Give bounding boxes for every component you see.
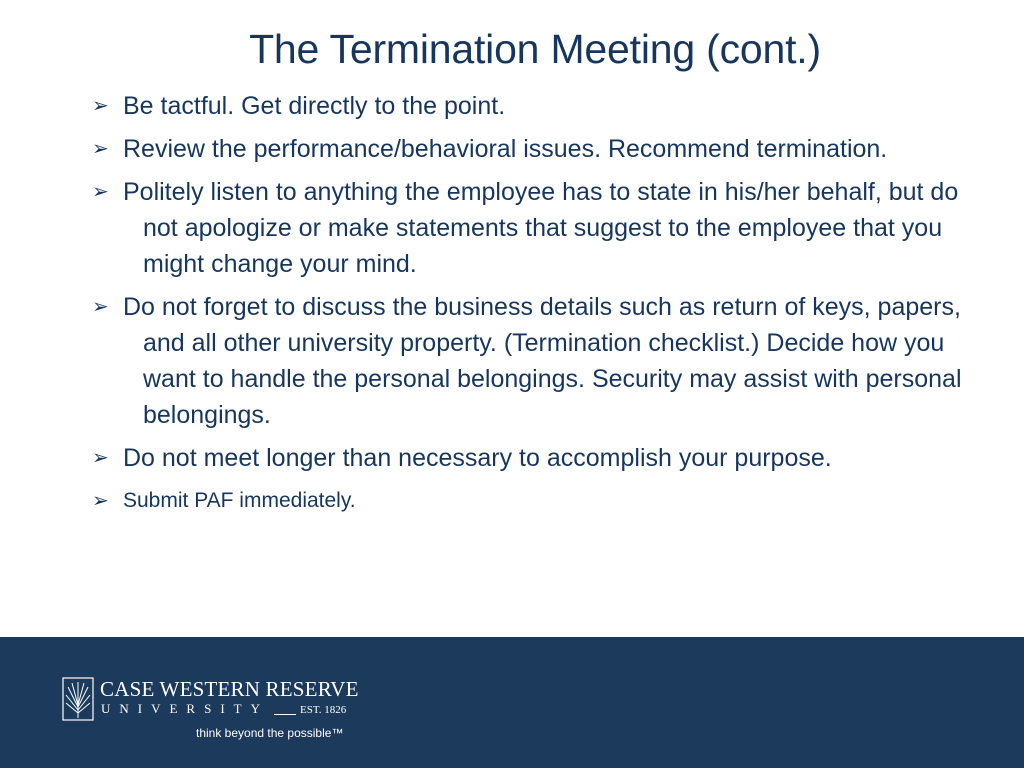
slide-title: The Termination Meeting (cont.) — [249, 26, 821, 72]
bullet-text: Do not forget to discuss the business details such as return of keys, papers, and all other university property. (Termination checklist.) Decide how you want to handle the personal belongings. Security may assist with personal belongings. — [123, 293, 962, 429]
arrow-bullet-icon: ➢ — [92, 138, 109, 160]
footer-banner — [0, 637, 1024, 768]
bullet-item — [92, 131, 972, 167]
bullet-item — [92, 483, 972, 519]
bullet-text: Politely listen to anything the employee has to state in his/her behalf, but do not apologize or make statements that suggest to the employee that you might change your mind. — [123, 178, 959, 278]
logo-rule — [274, 714, 296, 715]
bullet-text: Do not meet longer than necessary to accomplish your purpose. — [123, 444, 832, 472]
bullet-item — [92, 440, 972, 476]
arrow-bullet-icon: ➢ — [92, 447, 109, 469]
logo-established: EST. 1826 — [300, 704, 347, 716]
bullet-item — [92, 174, 972, 282]
bullet-text: Be tactful. Get directly to the point. — [123, 92, 506, 120]
bullet-list — [92, 88, 972, 526]
arrow-bullet-icon: ➢ — [92, 296, 109, 318]
bullet-text: Review the performance/behavioral issues. Recommend termination. — [123, 135, 888, 163]
arrow-bullet-icon: ➢ — [92, 95, 109, 117]
tree-icon — [62, 677, 94, 721]
university-logo — [62, 677, 362, 747]
bullet-item — [92, 289, 972, 433]
bullet-item — [92, 88, 972, 124]
logo-tagline: think beyond the possible™ — [196, 726, 344, 740]
logo-name: CASE WESTERN RESERVE — [100, 677, 359, 701]
arrow-bullet-icon: ➢ — [92, 181, 109, 203]
bullet-text: Submit PAF immediately. — [123, 489, 356, 512]
logo-university: UNIVERSITY — [101, 701, 269, 716]
arrow-bullet-icon: ➢ — [92, 490, 109, 512]
